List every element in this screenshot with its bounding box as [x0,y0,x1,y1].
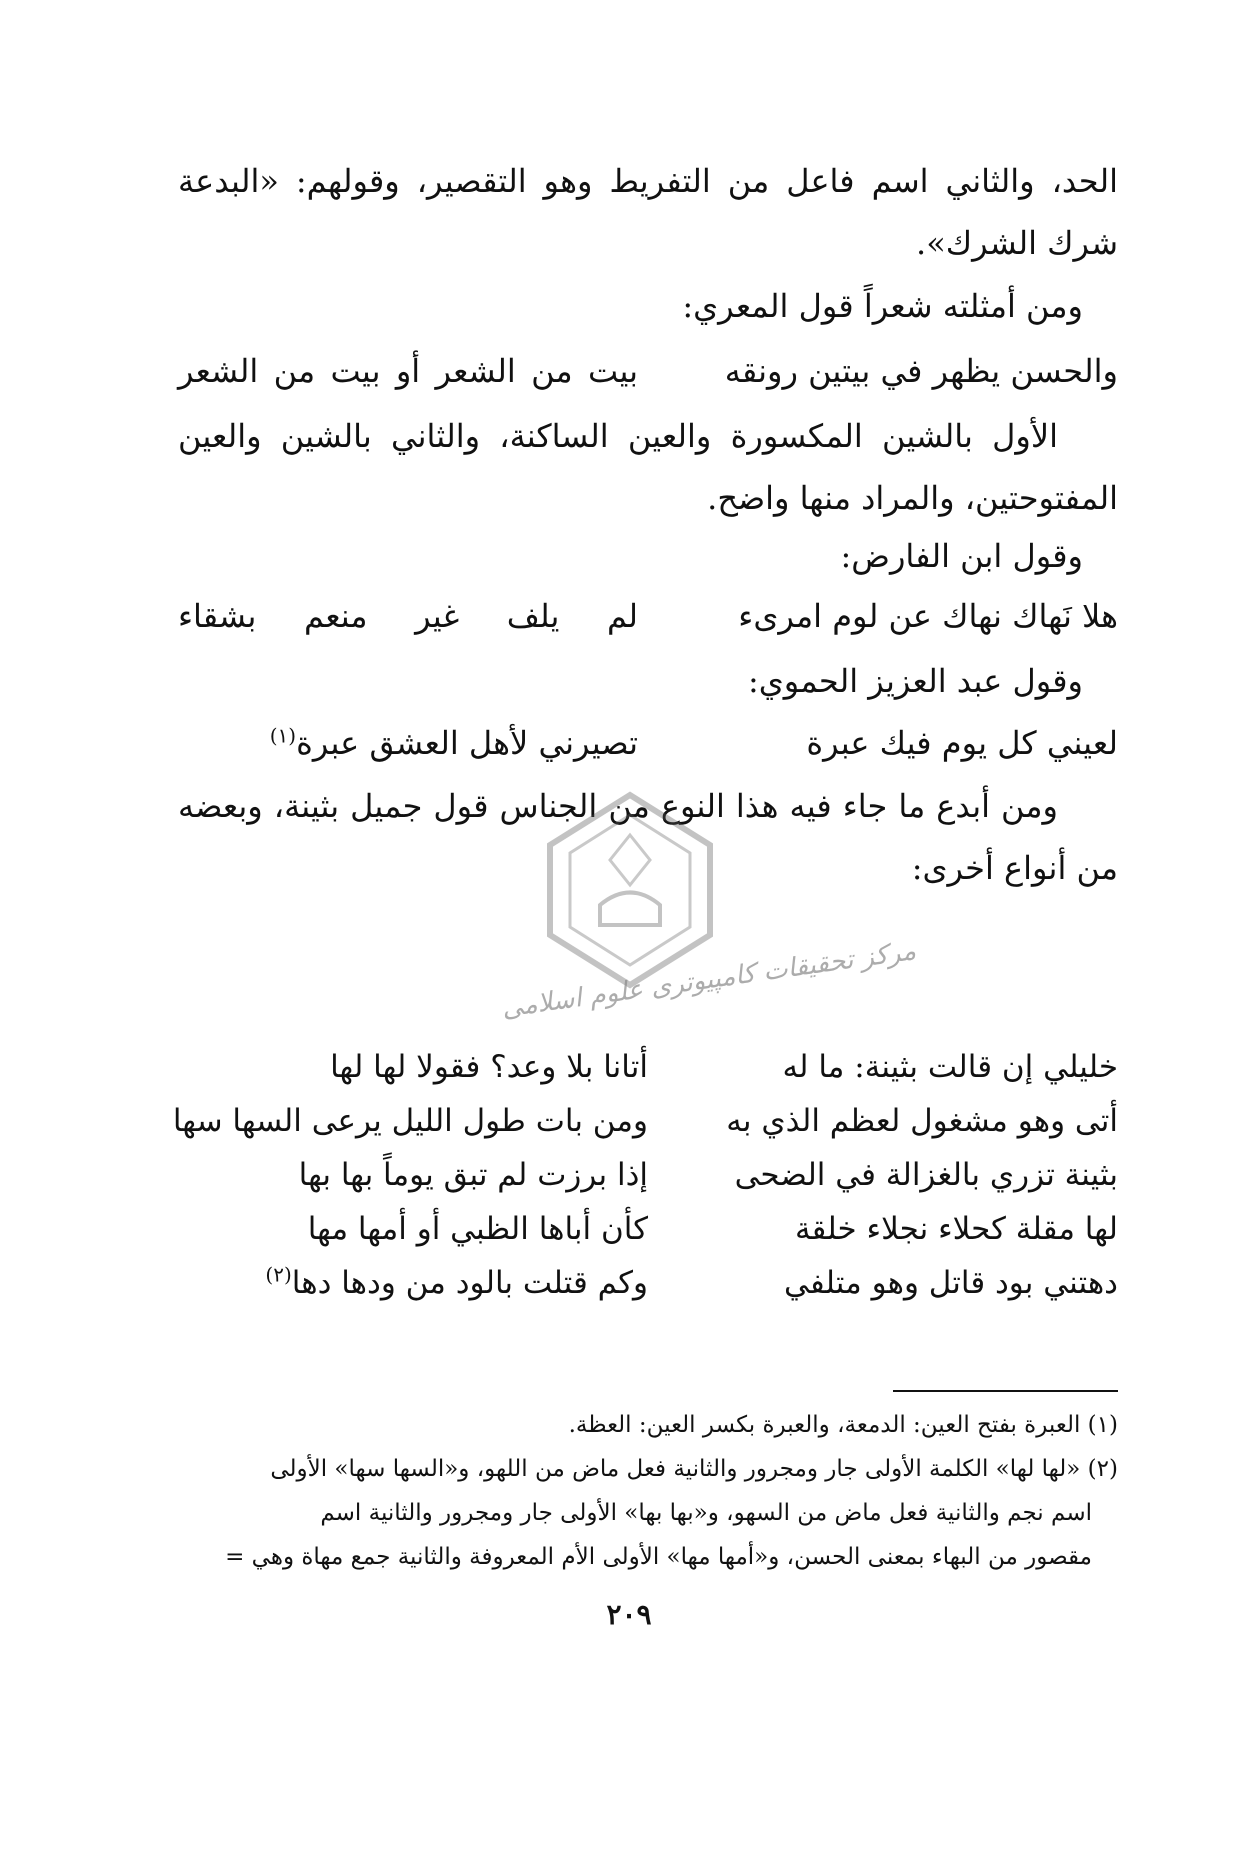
verse-second-hemistich: بيت من الشعر أو بيت من الشعر [178,352,638,390]
verse-first-hemistich: أتى وهو مشغول لعظم الذي به [726,1103,1118,1139]
paragraph-2: الأول بالشين المكسورة والعين الساكنة، والثاني بالشين والعين المفتوحتين، والمراد منها واضح. [178,417,1118,517]
footnote-1: (١) العبرة بفتح العين: الدمعة، والعبرة بكسر العين: العظة. [568,1412,1118,1438]
hemistich-text: وكم قتلت بالود من ودها دها [291,1265,648,1301]
footnote-divider [893,1390,1118,1392]
verse-first-hemistich: لها مقلة كحلاء نجلاء خلقة [794,1211,1118,1247]
verse-hamawi [178,712,1118,774]
footnotes [178,1403,1118,1579]
verse-second-hemistich: أتانا بلا وعد؟ فقولا لها لها [330,1049,648,1085]
poem-verse-2 [172,1094,1118,1148]
verse-first-hemistich: دهتني بود قاتل وهو متلفي [783,1265,1118,1301]
verse-first-hemistich: بثينة تزري بالغزالة في الضحى [734,1157,1118,1193]
intro-ibn-farid: وقول ابن الفارض: [840,537,1083,575]
verse-first-hemistich: لعيني كل يوم فيك عبرة [806,724,1118,762]
paragraph-1: الحد، والثاني اسم فاعل من التفريط وهو التقصير، وقولهم: «البدعة شرك الشرك». [178,162,1118,262]
verse-ibn-farid [178,585,1118,647]
verse-second-hemistich [178,712,638,774]
poem-verse-5 [178,1256,1118,1310]
paragraph-3: ومن أبدع ما جاء فيه هذا النوع من الجناس قول جميل بثينة، وبعضه من أنواع أخرى: [178,787,1118,887]
footnote-2-line-3: مقصور من البهاء بمعنى الحسن، و«أمها مها» الأولى الأم المعروفة والثانية جمع مهاة وهي = [225,1544,1092,1570]
verse-second-hemistich: لم يلف غير منعم بشقاء [178,597,638,635]
poem-verse-4 [178,1202,1118,1256]
verse-second-hemistich: إذا برزت لم تبق يوماً بها بها [298,1157,648,1193]
verse-first-hemistich: خليلي إن قالت بثينة: ما له [782,1049,1118,1085]
verse-maarri [178,340,1118,402]
verse-second-hemistich: ومن بات طول الليل يرعى السها سها [172,1103,648,1139]
verse-second-hemistich [178,1256,648,1310]
footnote-marker-2: (٢) [265,1262,292,1287]
page-number: ٢٠٩ [606,1598,652,1631]
verse-second-hemistich: كأن أباها الظبي أو أمها مها [307,1211,648,1247]
intro-maarri: ومن أمثلته شعراً قول المعري: [682,287,1083,325]
poem-verse-3 [178,1148,1118,1202]
footnote-2-line-2: اسم نجم والثانية فعل ماض من السهو، و«بها بها» الأولى جار ومجرور والثانية اسم [320,1500,1092,1526]
verse-first-hemistich: هلا نَهاك نهاك عن لوم امرىء [738,597,1118,635]
poem-verse-1 [178,1040,1118,1094]
poem-jamil-buthayna [172,1040,1118,1310]
footnote-2-line-1: (٢) «لها لها» الكلمة الأولى جار ومجرور والثانية فعل ماض من اللهو، و«السها سها» الأولى [270,1456,1118,1482]
verse-first-hemistich: والحسن يظهر في بيتين رونقه [724,352,1118,390]
watermark-text: مركز تحقیقات کامپیوتری علوم اسلامی [499,936,918,1024]
footnote-marker-1: (١) [269,723,297,748]
watermark-seal-icon [520,785,740,995]
intro-hamawi: وقول عبد العزيز الحموي: [747,662,1083,700]
hemistich-text: تصيرني لأهل العشق عبرة [296,724,638,762]
